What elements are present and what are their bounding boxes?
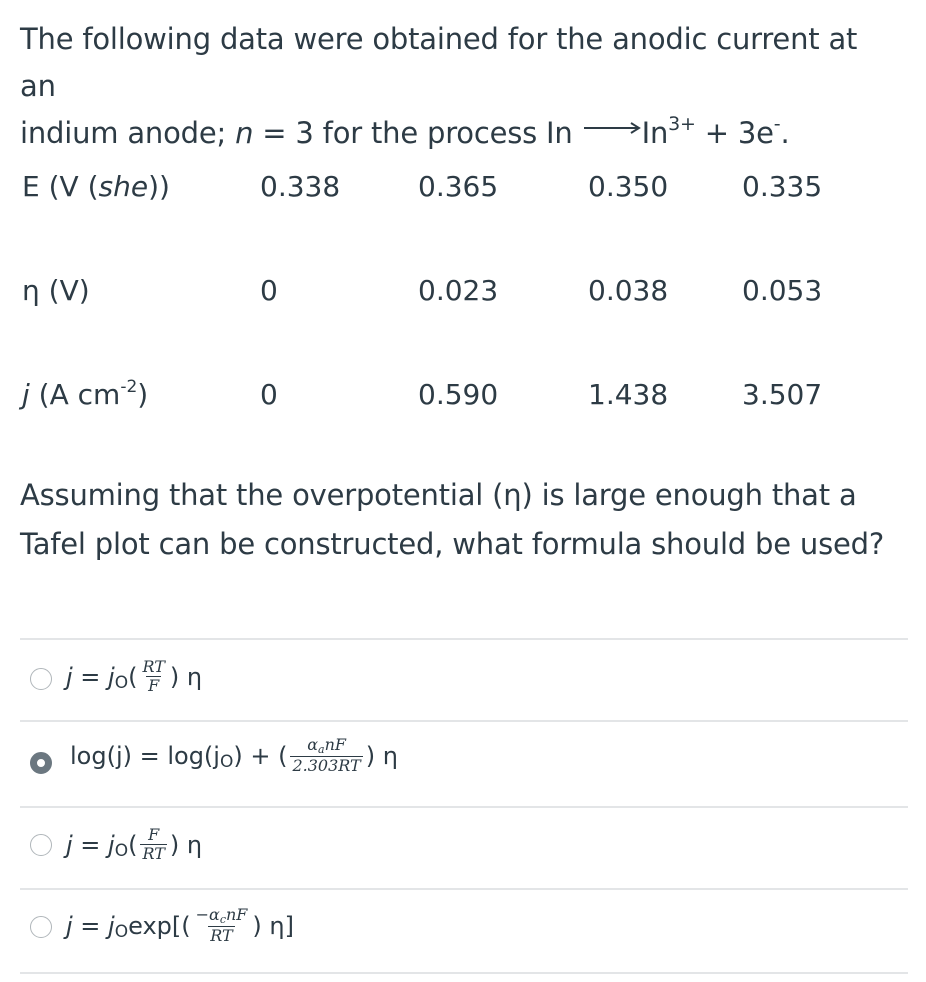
- label-part: )): [148, 170, 170, 203]
- formula-fraction: [140, 658, 166, 695]
- label-part-italic: j: [22, 378, 30, 411]
- fraction-numerator: [305, 736, 348, 756]
- intro-line-1: The following data were obtained for the anodic current at an: [20, 22, 858, 103]
- answer-option-4[interactable]: [20, 888, 908, 974]
- numerator-part: nF: [226, 905, 248, 924]
- formula-fraction: [194, 906, 250, 945]
- reaction-arrow-icon: [584, 121, 642, 135]
- fraction-numerator: RT: [142, 657, 165, 676]
- formula-part: j = j: [66, 830, 115, 859]
- table-cell: 0.590: [418, 378, 499, 411]
- row-label-overpotential: η (V): [22, 274, 90, 307]
- fraction-denominator: RT: [210, 926, 233, 945]
- fraction-denominator: 2.303RT: [292, 756, 361, 775]
- table-row-potential: [20, 170, 900, 210]
- formula-part: ) η]: [252, 911, 294, 940]
- radio-button[interactable]: [30, 834, 52, 856]
- formula-part: ) η: [365, 741, 398, 770]
- formula-part: j = j: [66, 911, 115, 940]
- question-text: Assuming that the overpotential (η) is large enough that a Tafel plot can be constructed, what formula should be used?: [20, 478, 885, 561]
- formula-subscript: O: [219, 751, 234, 772]
- intro-n-variable: n: [235, 116, 254, 150]
- table-cell: 0: [260, 274, 278, 307]
- fraction-numerator: F: [148, 825, 160, 844]
- intro-electron-sup: -: [773, 113, 781, 136]
- table-cell: 0.365: [418, 170, 499, 203]
- answer-formula: [66, 826, 202, 863]
- formula-fraction: [290, 736, 362, 775]
- formula-subscript: O: [114, 840, 129, 861]
- numerator-part: α: [307, 735, 318, 754]
- intro-text-e: .: [780, 116, 790, 150]
- formula-part: log(j) = log(j: [70, 741, 220, 770]
- table-cell: 1.438: [588, 378, 669, 411]
- table-cell: 0.350: [588, 170, 669, 203]
- table-row-current-density: [20, 378, 900, 418]
- intro-line-2: [20, 110, 900, 157]
- table-cell: 0.338: [260, 170, 341, 203]
- answer-formula: [66, 658, 202, 695]
- fraction-denominator: F: [148, 676, 160, 695]
- intro-text-a: indium anode;: [20, 116, 236, 150]
- fraction-numerator: [194, 906, 250, 926]
- answer-option-3[interactable]: [20, 806, 908, 888]
- intro-charge-sup: 3+: [668, 113, 696, 136]
- table-cell: 0.038: [588, 274, 669, 307]
- fraction-denominator: RT: [142, 844, 165, 863]
- label-sup: -2: [120, 376, 138, 397]
- formula-part: (: [128, 662, 138, 691]
- table-cell: 0.053: [742, 274, 823, 307]
- intro-text-d: + 3e: [695, 116, 774, 150]
- intro-text-c: In: [641, 116, 669, 150]
- problem-intro: [20, 16, 900, 157]
- radio-button-selected[interactable]: [30, 752, 52, 774]
- formula-part: (: [128, 830, 138, 859]
- formula-part: ) η: [169, 830, 203, 859]
- radio-button[interactable]: [30, 916, 52, 938]
- row-label-potential: [22, 170, 170, 203]
- answer-list: [20, 638, 908, 974]
- label-part: ): [137, 378, 149, 411]
- answer-formula: [66, 906, 294, 945]
- label-part: (A cm: [29, 378, 121, 411]
- formula-part: ) + (: [233, 741, 288, 770]
- radio-button[interactable]: [30, 668, 52, 690]
- numerator-part: −α: [195, 905, 220, 924]
- table-cell: 0.335: [742, 170, 823, 203]
- numerator-part: nF: [324, 735, 346, 754]
- formula-part: j = j: [66, 662, 115, 691]
- label-part-italic: she: [98, 170, 149, 203]
- numerator-subscript: c: [219, 913, 226, 926]
- answer-formula: [70, 736, 398, 775]
- formula-fraction: [140, 826, 166, 863]
- table-cell: 3.507: [742, 378, 823, 411]
- answer-option-2[interactable]: [20, 720, 908, 806]
- formula-part: ) η: [169, 662, 203, 691]
- answer-option-1[interactable]: [20, 638, 908, 720]
- label-part: E (V (: [22, 170, 99, 203]
- formula-subscript: O: [114, 921, 129, 942]
- formula-part: exp[(: [128, 911, 191, 940]
- numerator-subscript: a: [318, 743, 325, 756]
- row-label-current-density: [22, 378, 148, 411]
- formula-subscript: O: [114, 672, 129, 693]
- intro-text-b: = 3 for the process In: [253, 116, 582, 150]
- table-row-overpotential: [20, 274, 900, 314]
- table-cell: 0: [260, 378, 278, 411]
- table-cell: 0.023: [418, 274, 499, 307]
